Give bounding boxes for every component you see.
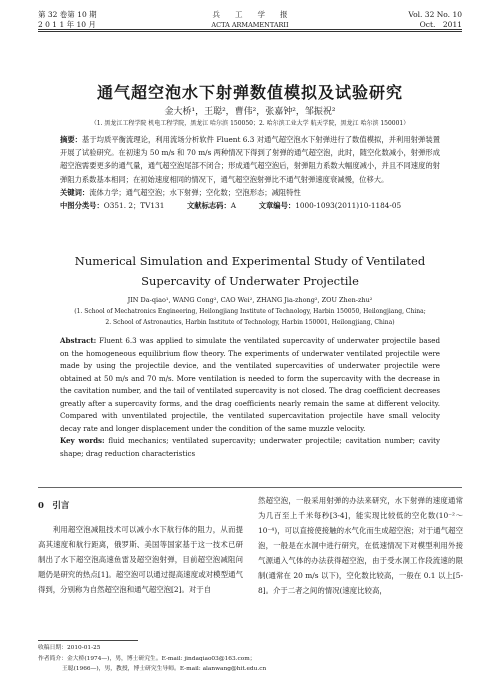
header-rule — [38, 29, 462, 30]
abstract-zh-text: 基于均质平衡流理论，利用流场分析软件 Fluent 6.3 对通气超空泡水下射弹进行了数值模拟，并利用射弹装置开展了试验研究。在初速为 50 m/s 和 70 m/s 两种情况下得到了射弹的通气超空泡，此时，随空化数减小，射弹形成超空泡需要更多的通气量，通气超空泡尾部不闭合；形成通气超空泡后，射弹阻力系数大幅度减小，并且不同速度的射弹阻力系数基本相同；在初始速度相同的情况下，通气超空泡射弹比不通气射弹速度衰减慢，位移大。 — [60, 135, 440, 184]
footnote-rule — [38, 640, 138, 641]
clc-value: O351. 2；TV131 — [103, 201, 165, 211]
abstract-en-text: Fluent 6.3 was applied to simulate the ventilated supercavity of underwater projectile based on the homogeneous equilibrium flow theory. The experiments of underwater ventilated projectile were made by using the projectile device, and the ventilated supercavities of underwater projectile were obtained at 50 m/s and 70 m/s. More ventilation is needed to form the supercavity with the decrease in the cavitation number, and the tail of ventilated supercavity is not closed. The drag coefficient decreases greatly after a supercavity forms, and the drag coefficients nearly remain the same at different velocity. Compared with unventilated projectile, the ventilated supercavitation projectile have small velocity decay rate and longer displacement under the condition of the same muzzle velocity. — [60, 336, 440, 433]
abstract-zh-body — [60, 133, 440, 186]
paper-title-en — [0, 251, 500, 291]
keywords-zh — [60, 186, 440, 199]
keywords-zh-label: 关键词： — [60, 187, 90, 197]
abstract-en-body — [60, 335, 440, 435]
intro-paragraph-right: 然超空泡，一般采用射弹的办法来研究，水下射弹的速度通常为几百至上千米每秒[3-4]，能实现比较低的空化数(10⁻²～10⁻⁴)，可以直接使接触的水气化而生成超空泡；对于通气超空泡，一般是在水洞中进行研究，在低速情况下对模型利用外接气源通入气体的办法获得超空泡，由于受水洞工作段流速的限制(通常在 20 m/s 以下)，空化数比较高，一般在 0.1 以上[5-8]。介于二者之间的情况(速度比较高， — [258, 496, 463, 595]
affiliation-en — [55, 307, 445, 328]
classification-line — [60, 199, 440, 212]
journal-name-en: ACTA ARMAMENTARII — [211, 21, 289, 29]
paper-title-zh: 通气超空泡水下射弹数值模拟及试验研究 — [96, 83, 403, 102]
abstract-zh — [60, 133, 440, 212]
body-right-column — [258, 493, 463, 598]
author-bio-2: 王聪(1966—)，男，教授，博士研究生导师。E-mail: alanwang@hit.edu.cn — [62, 666, 267, 672]
body-left-column — [38, 493, 243, 597]
journal-name — [150, 10, 350, 30]
volume-en: Vol. 32 No. 10 — [408, 10, 462, 19]
affiliation-zh: （1. 黑龙江工程学院 机电工程学院，黑龙江 哈尔滨 150050；2. 哈尔滨工业大学 航天学院，黑龙江 哈尔滨 150001） — [90, 120, 410, 127]
doc-code-label: 文献标志码： — [187, 201, 231, 211]
doc-code-value: A — [230, 201, 237, 211]
footnotes — [38, 643, 462, 675]
intro-paragraph-left: 利用超空泡减阻技术可以减小水下航行体的阻力，从而提高其速度和航行距离，俄罗斯、美国等国家基于这一技术已研制出了水下超空泡高速鱼雷及超空泡射弹，目前超空泡减阻问题仍是研究的热点[1]。超空泡可以通过提高速度或对模型通气得到，分别称为自然超空泡和通气超空泡[2]。对于自 — [38, 525, 243, 594]
volume-issue: 第 32 卷第 10 期 — [38, 10, 97, 19]
keywords-en-text: fluid mechanics; ventilated supercavity; underwater projectile; cavitation number; cavity shape; drag reduction characteristics — [60, 436, 440, 458]
clc-label: 中图分类号： — [60, 201, 104, 211]
abstract-en — [60, 335, 440, 460]
affiliation-en-2: 2. School of Astronautics, Harbin Institute of Technology, Harbin 150001, Heilongjiang, China) — [105, 318, 395, 326]
journal-issue-info — [38, 10, 97, 30]
authors-zh: 金大桥¹，王聪²，曹伟²，张嘉钟²，邹振祝² — [164, 107, 336, 117]
paper-title-en-line2: Supercavity of Underwater Projectile — [141, 274, 359, 288]
received-date: 收稿日期：2010-01-25 — [38, 645, 101, 651]
authors-en: JIN Da-qiao¹, WANG Cong², CAO Wei², ZHANG Jia-zhong², ZOU Zhen-zhu² — [127, 296, 373, 304]
header-rule-thin — [38, 31, 462, 32]
date-en: Oct. 2011 — [419, 20, 462, 29]
journal-volume-en — [408, 10, 462, 30]
keywords-zh-text: 流体力学；通气超空泡；水下射弹；空化数；空泡形态；减阻特性 — [89, 187, 301, 197]
abstract-divider — [38, 487, 462, 488]
keywords-en — [60, 435, 440, 460]
issue-date: 2 0 1 1 年 10 月 — [38, 20, 96, 29]
article-number-label: 文章编号： — [258, 201, 296, 211]
author-bio-1: 作者简介：金大桥(1974—)，男，博士研究生。E-mail: jindaqiao03@163.com； — [38, 655, 256, 662]
abstract-en-label: Abstract: — [60, 336, 97, 345]
affiliation-en-1: (1. School of Mechatronics Engineering, Heilongjiang Institute of Technology, Harbin 150050, Heilongjiang, China; — [74, 308, 426, 315]
paper-title-en-line1: Numerical Simulation and Experimental Study of Ventilated — [74, 254, 426, 268]
abstract-zh-label: 摘要： — [60, 135, 82, 144]
article-number-value: 1000-1093(2011)10-1184-05 — [295, 201, 402, 211]
keywords-en-label: Key words: — [60, 436, 105, 445]
section-heading-introduction: 0 引言 — [38, 501, 70, 511]
journal-name-zh: 兵 工 学 报 — [212, 10, 288, 19]
